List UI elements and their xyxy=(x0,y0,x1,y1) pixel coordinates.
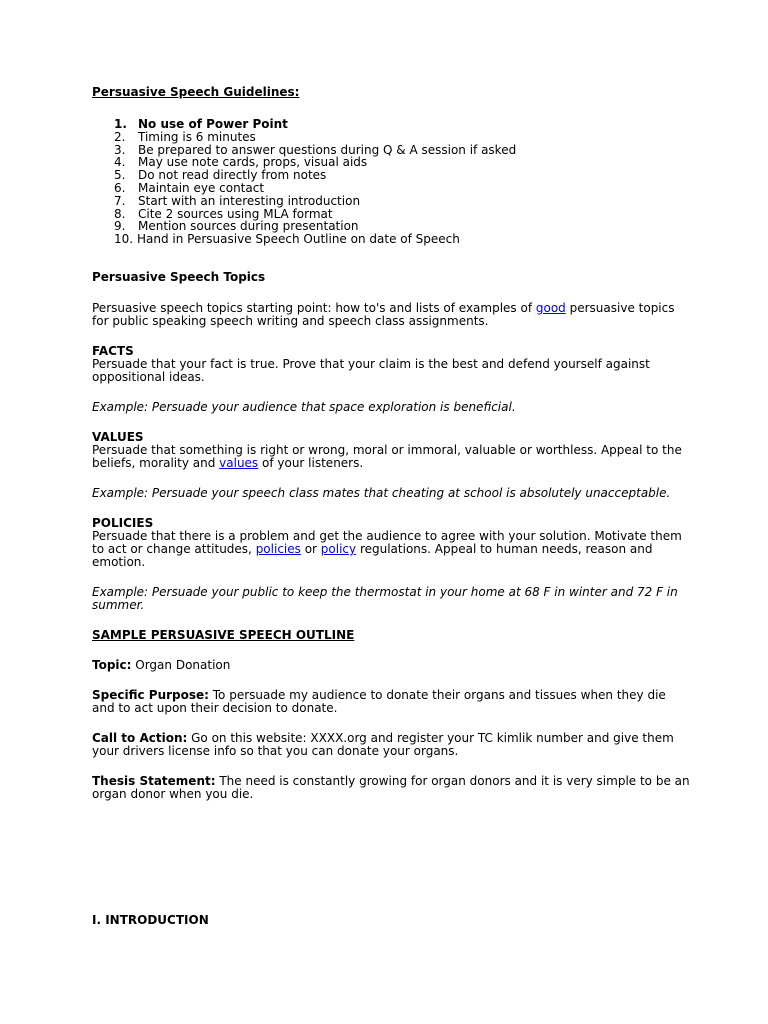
facts-section xyxy=(92,345,692,384)
values-heading: VALUES xyxy=(92,429,144,444)
document-content xyxy=(92,85,692,801)
values-link[interactable]: values xyxy=(219,455,259,470)
topic-field: Topic: Organ Donation xyxy=(92,657,231,672)
topics-heading: Persuasive Speech Topics xyxy=(92,269,266,284)
list-item: 5. Do not read directly from notes xyxy=(114,168,327,183)
list-item: 8. Cite 2 sources using MLA format xyxy=(114,206,333,221)
call-to-action-field: Call to Action: Go on this website: XXXX.org and register your TC kimlik number and give them your drivers license info so that you can donate your organs. xyxy=(92,730,674,758)
page-title: Persuasive Speech Guidelines: xyxy=(92,85,300,99)
values-text: Persuade that something is right or wrong, moral or immoral, valuable or worthless. Appeal to the beliefs, morality and values of your listeners. xyxy=(92,442,682,470)
list-item: 3. Be prepared to answer questions during Q & A session if asked xyxy=(114,142,517,157)
list-item: 4. May use note cards, props, visual aids xyxy=(114,155,368,170)
values-section xyxy=(92,431,692,470)
policies-heading: POLICIES xyxy=(92,515,154,530)
topics-intro: Persuasive speech topics starting point: how to's and lists of examples of good persuasive topics for public speaking speech writing and speech class assignments. xyxy=(92,300,675,328)
policies-example: Example: Persuade your public to keep the thermostat in your home at 68 F in winter and 72 F in summer. xyxy=(92,584,678,612)
outline-heading: SAMPLE PERSUASIVE SPEECH OUTLINE xyxy=(92,627,355,642)
good-link[interactable]: good xyxy=(535,300,566,315)
purpose-field: Specific Purpose: To persuade my audience to donate their organs and tissues when they die and to act upon their decision to donate. xyxy=(92,687,666,715)
policies-link[interactable]: policies xyxy=(255,541,301,556)
policies-section xyxy=(92,517,692,569)
facts-text: Persuade that your fact is true. Prove that your claim is the best and defend yourself against oppositional ideas. xyxy=(92,356,650,384)
introduction-heading: I. INTRODUCTION xyxy=(92,913,209,927)
list-item: 6. Maintain eye contact xyxy=(114,180,265,195)
facts-heading: FACTS xyxy=(92,343,134,358)
thesis-field: Thesis Statement: The need is constantly growing for organ donors and it is very simple to be an organ donor when you die. xyxy=(92,773,690,801)
list-item: 10. Hand in Persuasive Speech Outline on date of Speech xyxy=(114,232,460,247)
values-example: Example: Persuade your speech class mates that cheating at school is absolutely unacceptable. xyxy=(92,485,671,500)
facts-example: Example: Persuade your audience that space exploration is beneficial. xyxy=(92,399,516,414)
policy-link[interactable]: policy xyxy=(320,541,357,556)
list-item: 1. No use of Power Point xyxy=(114,117,288,131)
list-item: 9. Mention sources during presentation xyxy=(114,219,359,234)
policies-text: Persuade that there is a problem and get the audience to agree with your solution. Motivate them to act or change attitudes, policies or policy regulations. Appeal to human needs, reason and emotion. xyxy=(92,528,682,569)
guidelines-list xyxy=(92,118,692,246)
list-item: 2. Timing is 6 minutes xyxy=(114,129,256,144)
list-item: 7. Start with an interesting introduction xyxy=(114,193,361,208)
